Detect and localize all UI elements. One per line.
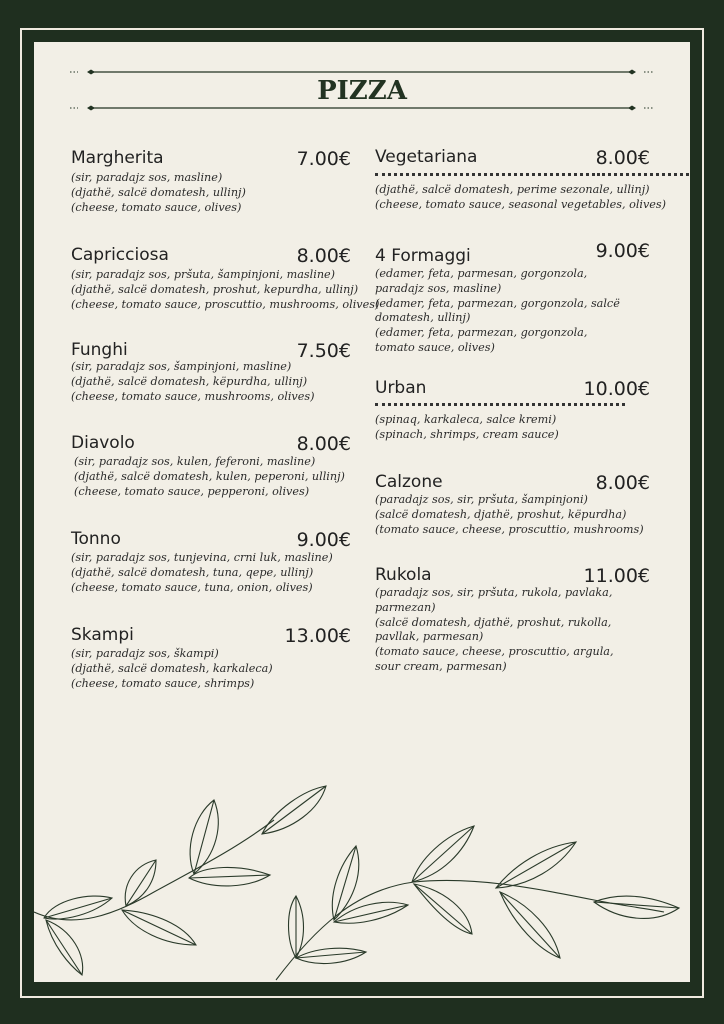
item-name: Urban [375,378,427,398]
item-description: (sir, paradajz sos, kulen, feferoni, masline) (djathë, salcë domatesh, kulen, peperoni, ullinj) (cheese, tomato sauce, pepperoni, olives) [74,455,345,498]
item-name: Vegetariana [375,147,478,167]
item-name: Margherita [71,148,164,168]
item-description: (sir, paradajz sos, pršuta, šampinjoni, masline) (djathë, salcë domatesh, proshut, kepurdha, ullinj) (cheese, tomato sauce, proscuttio, mushrooms, olives) [71,268,380,311]
item-price: 7.50€ [296,340,351,362]
item-price: 8.00€ [595,147,650,169]
item-description: (sir, paradajz sos, masline) (djathë, salcë domatesh, ullinj) (cheese, tomato sauce, olives) [71,171,246,214]
item-price: 8.00€ [296,433,351,455]
title-rule-bottom [70,104,653,112]
item-description: (paradajz sos, sir, pršuta, rukola, pavlaka, parmezan) (salcë domatesh, djathë, proshut, rukolla, pavllak, parmesan) (tomato sauce, cheese, proscuttio, argula, sour cream, parmesan) [375,586,614,673]
item-name: Calzone [375,472,443,492]
item-description: (sir, paradajz sos, škampi) (djathë, salcë domatesh, karkaleca) (cheese, tomato sauce, shrimps) [71,647,273,690]
item-description: (sir, paradajz sos, šampinjoni, masline) (djathë, salcë domatesh, këpurdha, ullinj) (cheese, tomato sauce, mushrooms, olives) [71,360,315,403]
item-price: 8.00€ [595,472,650,494]
item-description: (sir, paradajz sos, tunjevina, crni luk, masline) (djathë, salcë domatesh, tuna, qepe, ullinj) (cheese, tomato sauce, tuna, onion, olives) [71,551,333,594]
item-description: (djathë, salcë domatesh, perime sezonale, ullinj) (cheese, tomato sauce, seasonal vegetables, olives) [375,183,667,211]
item-description: (edamer, feta, parmesan, gorgonzola, paradajz sos, masline) (edamer, feta, parmezan, gorgonzola, salcë domatesh, ullinj) (edamer, feta, parmezan, gorgonzola, tomato sauce, olives) [375,267,620,354]
item-description: (paradajz sos, sir, pršuta, šampinjoni) (salcë domatesh, djathë, proshut, këpurdha) (tomato sauce, cheese, proscuttio, mushrooms) [375,493,644,536]
olive-branch-icon [34,780,690,982]
item-price: 11.00€ [583,565,650,587]
item-price: 10.00€ [583,378,650,400]
item-name: Diavolo [71,433,135,453]
item-name: Skampi [71,625,134,645]
item-price: 13.00€ [284,625,351,647]
title-rule-top [70,68,653,76]
item-price: 8.00€ [296,245,351,267]
dotted-leader [597,173,689,179]
dotted-leader [375,403,625,409]
item-name: 4 Formaggi [375,246,471,266]
item-name: Capricciosa [71,245,169,265]
dotted-leader [375,173,595,179]
item-name: Tonno [71,529,121,549]
item-price: 9.00€ [296,529,351,551]
menu-title: PIZZA [317,76,407,106]
item-name: Rukola [375,565,432,585]
item-price: 9.00€ [595,240,650,262]
item-price: 7.00€ [296,148,351,170]
item-description: (spinaq, karkaleca, salce kremi) (spinach, shrimps, cream sauce) [375,413,559,441]
item-name: Funghi [71,340,128,360]
